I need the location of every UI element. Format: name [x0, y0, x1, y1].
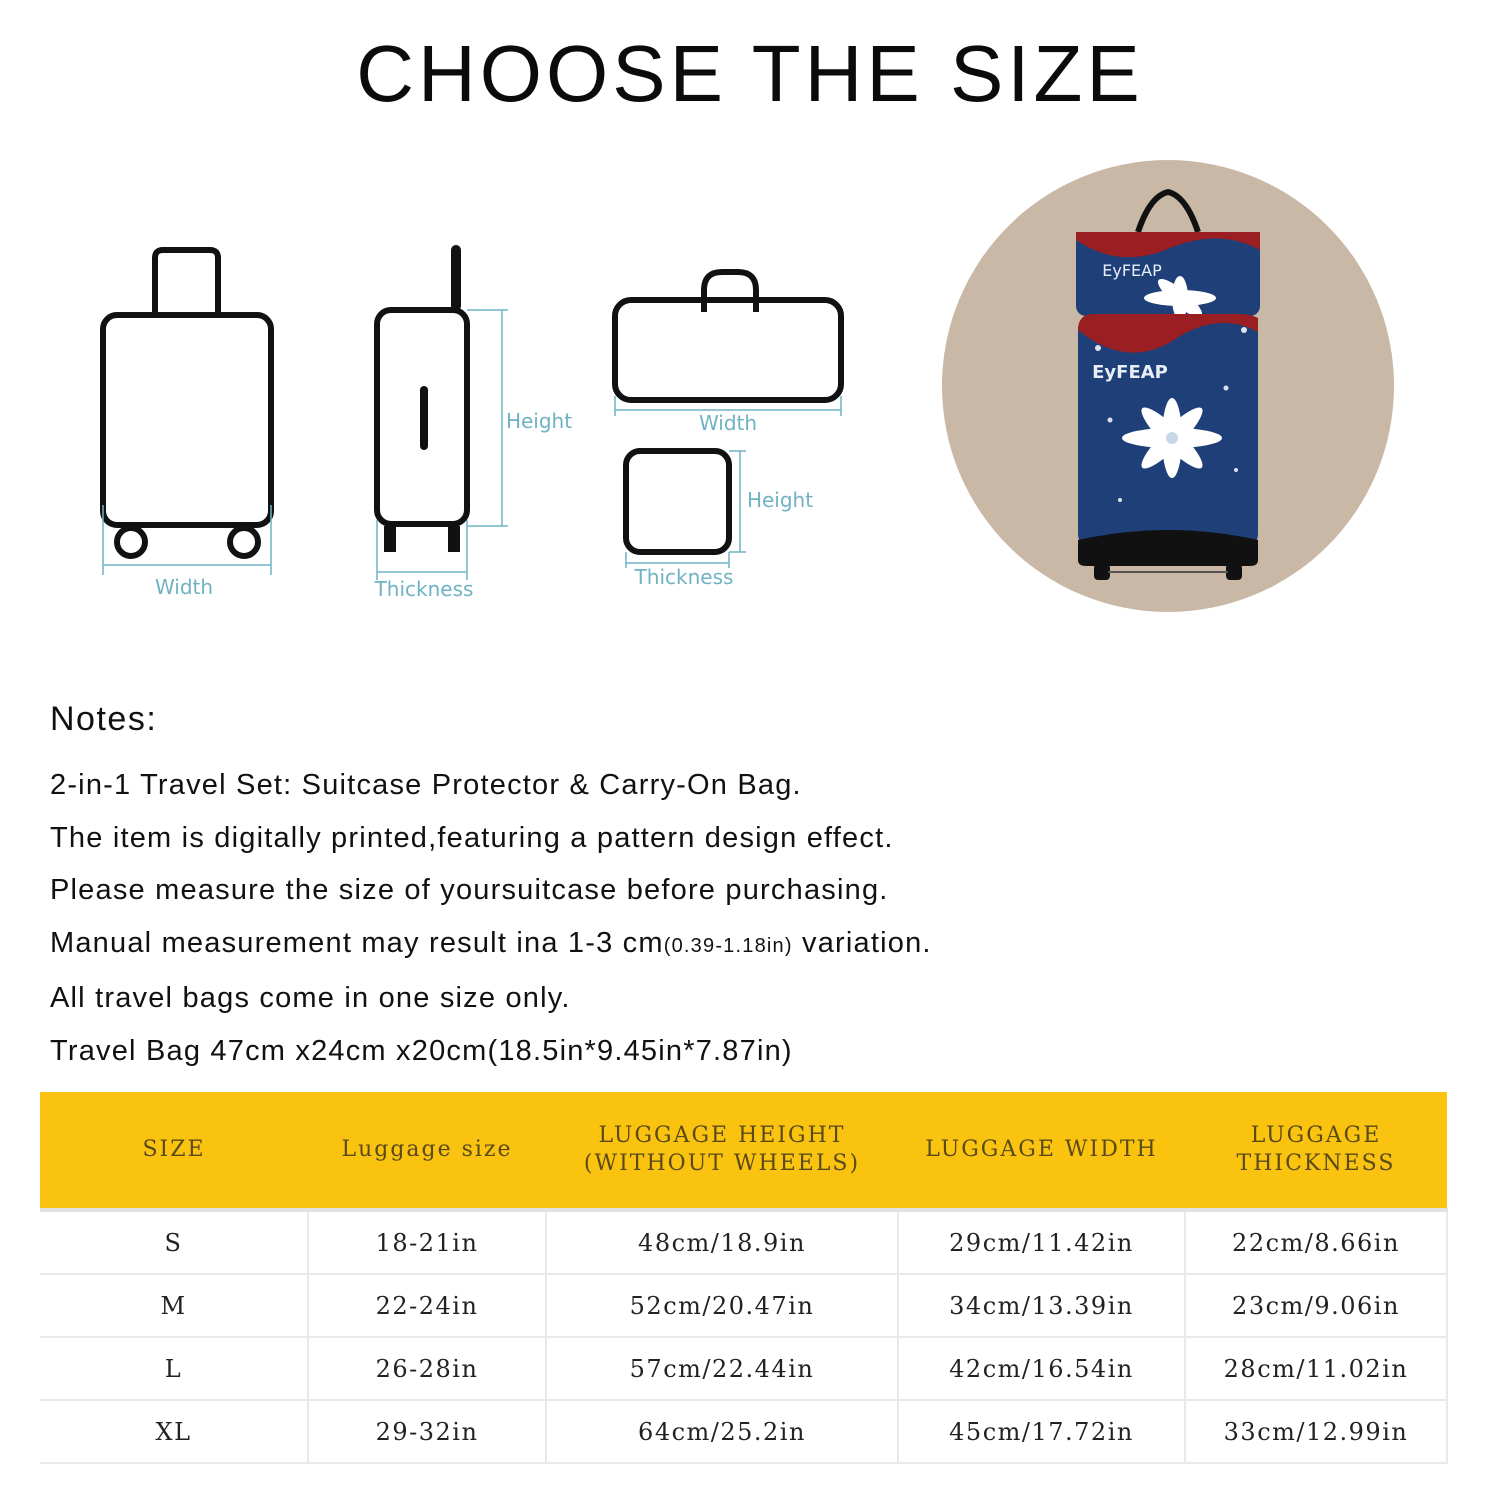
- luggage-size-cell: 18-21in: [308, 1210, 546, 1274]
- brand-text: EyFEAP: [1092, 362, 1168, 383]
- size-table: [40, 1092, 1448, 1464]
- size-cell: S: [40, 1210, 308, 1274]
- thickness-cell: 22cm/8.66in: [1185, 1210, 1447, 1274]
- height-label: Height: [505, 409, 573, 433]
- height-cell: 57cm/22.44in: [546, 1337, 898, 1400]
- size-cell: M: [40, 1274, 308, 1337]
- header-luggage-size: Luggage size: [308, 1092, 546, 1210]
- header-luggage-width: LUGGAGE WIDTH: [898, 1092, 1185, 1210]
- note-line: The item is digitally printed,featuring a pattern design effect.: [50, 821, 894, 854]
- height-cell: 64cm/25.2in: [546, 1400, 898, 1463]
- bag-brand-text: EyFEAP: [1102, 261, 1162, 280]
- table-row: [40, 1337, 1447, 1400]
- height-cell: 52cm/20.47in: [546, 1274, 898, 1337]
- height-cell: 48cm/18.9in: [546, 1210, 898, 1274]
- size-cell: XL: [40, 1400, 308, 1463]
- width-cell: 42cm/16.54in: [898, 1337, 1185, 1400]
- bag-width-label: Width: [698, 411, 758, 435]
- luggage-size-cell: 26-28in: [308, 1337, 546, 1400]
- height-dimension-line: [377, 310, 508, 580]
- bag-thickness-label: Thickness: [634, 565, 734, 589]
- size-diagrams: [0, 0, 1500, 660]
- note-line: [50, 917, 1450, 973]
- bag-side-icon: [626, 451, 729, 552]
- luggage-size-cell: 22-24in: [308, 1274, 546, 1337]
- size-cell: L: [40, 1337, 308, 1400]
- suitcase-side-icon: [377, 250, 467, 552]
- width-cell: 34cm/13.39in: [898, 1274, 1185, 1337]
- notes-heading: Notes:: [50, 700, 158, 738]
- note-line: All travel bags come in one size only.: [50, 982, 571, 1014]
- page-title: CHOOSE THE SIZE: [356, 29, 1144, 118]
- header-size: SIZE: [40, 1092, 308, 1210]
- luggage-size-cell: 29-32in: [308, 1400, 546, 1463]
- table-row: [40, 1274, 1447, 1337]
- width-dimension-line: [103, 505, 271, 575]
- note-conversion: (0.39-1.18in): [663, 934, 793, 957]
- notes-section: [50, 700, 1450, 1077]
- table-row: [40, 1400, 1447, 1463]
- width-label: Width: [154, 575, 214, 599]
- note-line: Travel Bag 47cm x24cm x20cm(18.5in*9.45in*7.87in): [50, 1034, 793, 1067]
- bag-front-icon: [615, 272, 841, 400]
- width-cell: 45cm/17.72in: [898, 1400, 1185, 1463]
- suitcase-front-icon: [103, 250, 271, 556]
- table-header-row: [40, 1092, 1447, 1210]
- thickness-label: Thickness: [374, 577, 474, 601]
- width-cell: 29cm/11.42in: [898, 1210, 1185, 1274]
- note-text: variation.: [792, 926, 932, 959]
- bag-height-label: Height: [746, 488, 814, 512]
- note-line: 2-in-1 Travel Set: Suitcase Protector & Carry-On Bag.: [50, 769, 802, 801]
- thickness-cell: 28cm/11.02in: [1185, 1337, 1447, 1400]
- header-luggage-height: LUGGAGE HEIGHT (WITHOUT WHEELS): [546, 1092, 898, 1210]
- note-text: Manual measurement may result ina 1-3 cm: [50, 926, 664, 959]
- product-photo: [942, 160, 1394, 612]
- table-row: [40, 1210, 1447, 1274]
- header-luggage-thickness: LUGGAGE THICKNESS: [1185, 1092, 1447, 1210]
- thickness-cell: 33cm/12.99in: [1185, 1400, 1447, 1463]
- note-line: Please measure the size of yoursuitcase before purchasing.: [50, 874, 889, 906]
- thickness-cell: 23cm/9.06in: [1185, 1274, 1447, 1337]
